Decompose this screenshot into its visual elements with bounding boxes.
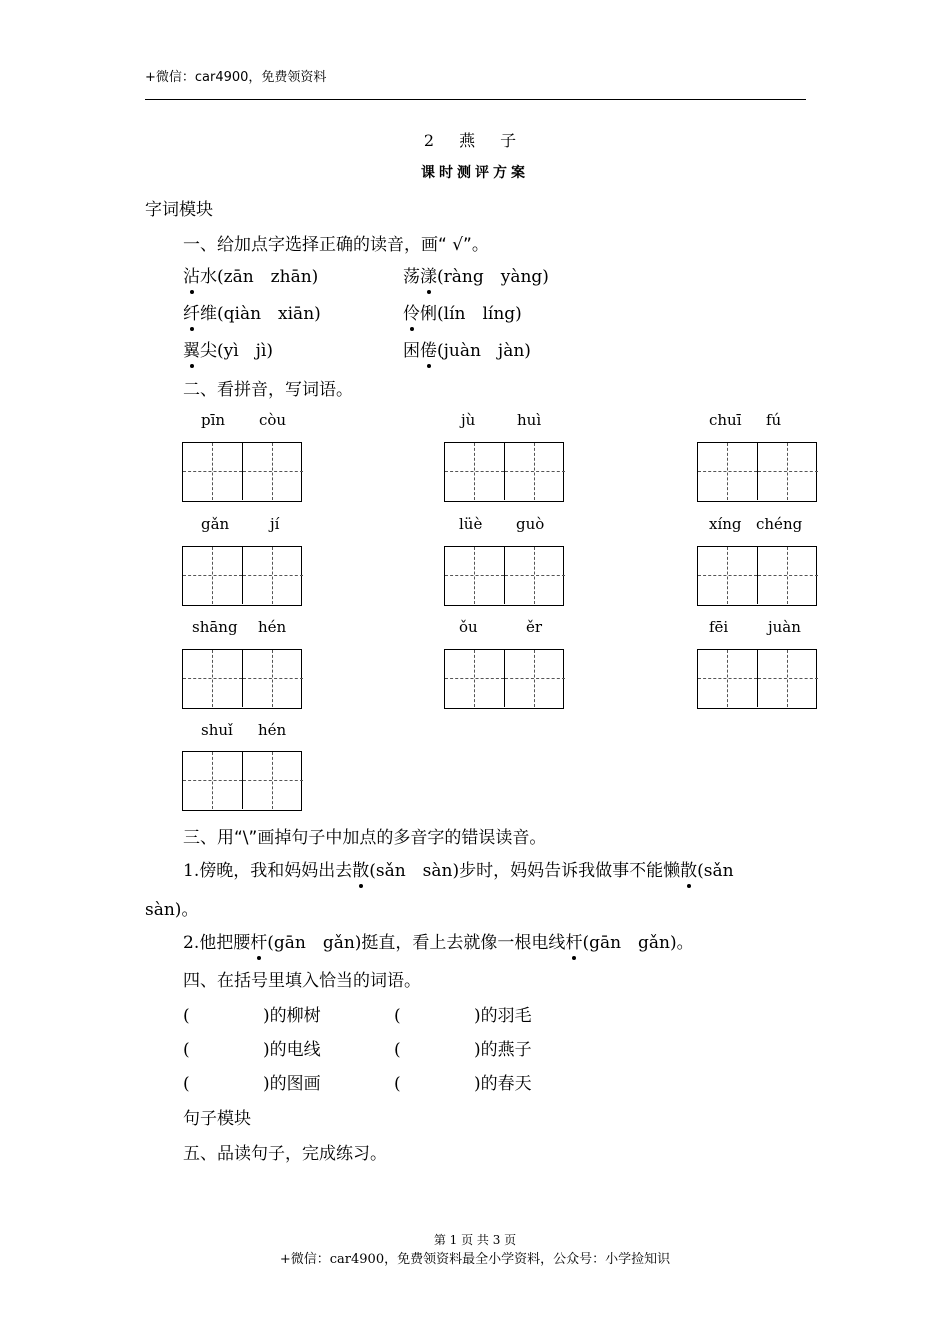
pinyin: jí [270,515,280,533]
writing-grid[interactable] [182,546,302,606]
pinyin: lüè [459,515,483,533]
q3-sentence-2: 2.他把腰杆(gān gǎn)挺直，看上去就像一根电线杆(gān gǎn)。 [183,928,694,953]
writing-grid[interactable] [697,649,817,709]
q4-blank[interactable]: ( )的羽毛 [394,1006,532,1026]
pinyin: hén [258,721,287,739]
section-vocab: 字词模块 [145,200,213,220]
dotted-char: 散 [352,856,369,881]
q4-blank[interactable]: ( )的图画 [183,1074,321,1094]
dotted-char: 散 [680,856,697,881]
writing-grid[interactable] [444,649,564,709]
dotted-char: 伶 [403,299,420,324]
pinyin: guò [516,515,545,533]
header-note: +微信：car4900，免费领资料 [145,70,327,85]
q5-prompt: 五、品读句子，完成练习。 [183,1144,387,1164]
pinyin: huì [517,411,542,429]
q4-blank[interactable]: ( )的燕子 [394,1040,532,1060]
q4-blank[interactable]: ( )的电线 [183,1040,321,1060]
q1-item-5: 翼尖(yì jì) [183,336,273,361]
writing-grid[interactable] [182,442,302,502]
pinyin: ǒu [459,618,478,636]
q1-item-3: 纤维(qiàn xiān) [183,299,321,324]
dotted-char: 漾 [420,262,437,287]
section-sentence: 句子模块 [183,1109,251,1129]
pinyin: chéng [756,515,803,533]
pinyin: xíng [709,515,742,533]
q1-item-2: 荡漾(ràng yàng) [403,262,549,287]
header-rule [145,99,806,100]
page-number: 第 1 页 共 3 页 [433,1233,517,1247]
pinyin: chuī [709,411,742,429]
q2-prompt: 二、看拼音，写词语。 [183,380,353,400]
pinyin: juàn [768,618,801,636]
page-subtitle: 课时测评方案 [421,165,529,181]
dotted-char: 倦 [420,336,437,361]
q1-item-4: 伶俐(lín líng) [403,299,522,324]
writing-grid[interactable] [444,546,564,606]
dotted-char: 沾 [183,262,200,287]
pinyin: shāng [192,618,238,636]
dotted-char: 杆 [250,928,267,953]
pinyin: còu [259,411,287,429]
dotted-char: 翼 [183,336,200,361]
writing-grid[interactable] [444,442,564,502]
q1-prompt: 一、给加点字选择正确的读音，画“ √”。 [183,235,489,255]
pinyin: gǎn [201,515,230,533]
dotted-char: 杆 [565,928,582,953]
pinyin: fú [766,411,782,429]
q3-sentence-1: 1.傍晚，我和妈妈出去散(sǎn sàn)步时，妈妈告诉我做事不能懒散(sǎn [183,856,734,881]
q4-blank[interactable]: ( )的春天 [394,1074,532,1094]
pinyin: pīn [201,411,226,429]
writing-grid[interactable] [697,546,817,606]
writing-grid[interactable] [182,649,302,709]
page-title: 2 燕 子 [423,131,527,150]
pinyin: jù [461,411,476,429]
writing-grid[interactable] [182,751,302,811]
q1-item-6: 困倦(juàn jàn) [403,336,531,361]
dotted-char: 纤 [183,299,200,324]
q4-blank[interactable]: ( )的柳树 [183,1006,321,1026]
pinyin: ěr [526,618,543,636]
footer-note: +微信：car4900，免费领资料最全小学资料，公众号：小学捡知识 [279,1252,671,1267]
pinyin: fēi [709,618,729,636]
q1-item-1: 沾水(zān zhān) [183,262,318,287]
q3-prompt: 三、用“\”画掉句子中加点的多音字的错误读音。 [183,828,547,848]
q4-prompt: 四、在括号里填入恰当的词语。 [183,971,421,991]
q3-sentence-1-cont: sàn)。 [145,900,199,920]
pinyin: shuǐ [201,721,233,739]
writing-grid[interactable] [697,442,817,502]
pinyin: hén [258,618,287,636]
